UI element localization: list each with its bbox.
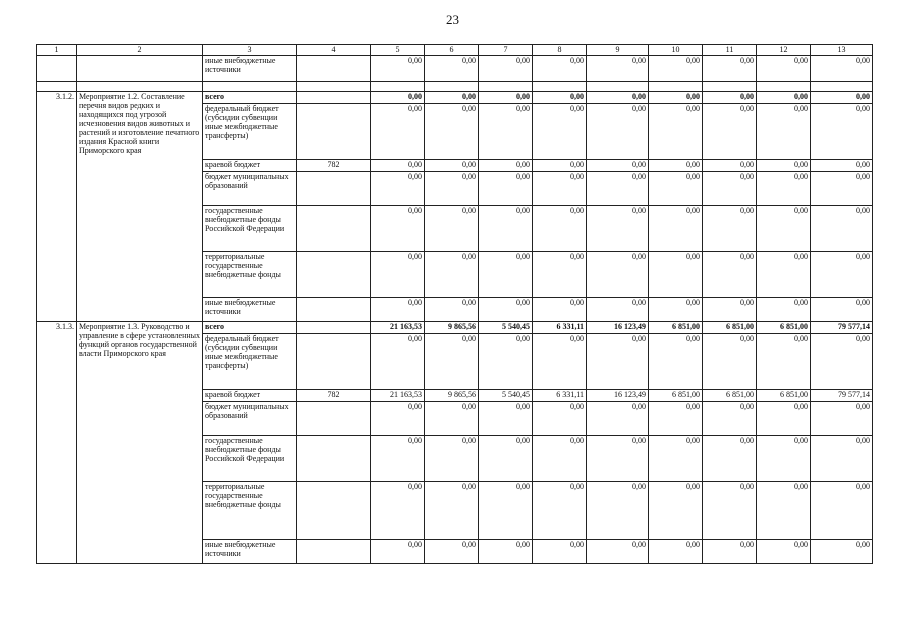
value-cell: 0,00: [703, 402, 757, 436]
table-row: [37, 322, 873, 334]
value-cell: 0,00: [649, 334, 703, 390]
value-cell: 79 577,14: [811, 322, 873, 334]
value-cell: 0,00: [811, 334, 873, 390]
budget-code: [297, 172, 371, 206]
funding-source: федеральный бюджет (субсидии субвенции иные межбюджетные трансферты): [203, 334, 297, 390]
value-cell: 0,00: [587, 56, 649, 82]
value-cell: 0,00: [533, 56, 587, 82]
funding-source: краевой бюджет: [203, 390, 297, 402]
budget-code: [297, 402, 371, 436]
value-cell: 6 851,00: [703, 390, 757, 402]
value-cell: 0,00: [479, 482, 533, 540]
value-cell: 0,00: [703, 436, 757, 482]
funding-source: бюджет муниципальных образований: [203, 402, 297, 436]
value-cell: 0,00: [649, 402, 703, 436]
budget-code: [297, 298, 371, 322]
funding-source: территориальные государственные внебюджетные фонды: [203, 482, 297, 540]
funding-source: всего: [203, 92, 297, 104]
column-header: 1: [37, 45, 77, 56]
value-cell: 0,00: [703, 104, 757, 160]
value-cell: 5 540,45: [479, 322, 533, 334]
value-cell: 0,00: [533, 160, 587, 172]
value-cell: 0,00: [425, 160, 479, 172]
value-cell: 0,00: [479, 172, 533, 206]
budget-code: 782: [297, 160, 371, 172]
spacer-row: [37, 82, 873, 92]
item-number: 3.1.2.: [37, 92, 77, 322]
value-cell: 0,00: [371, 252, 425, 298]
value-cell: 0,00: [533, 92, 587, 104]
value-cell: 5 540,45: [479, 390, 533, 402]
item-description: Мероприятие 1.3. Руководство и управление в сфере установленных функций органов государственной власти Приморского края: [77, 322, 203, 564]
value-cell: 0,00: [703, 334, 757, 390]
budget-code: [297, 92, 371, 104]
table-row: [37, 92, 873, 104]
value-cell: 0,00: [479, 56, 533, 82]
value-cell: 0,00: [425, 104, 479, 160]
funding-source: иные внебюджетные источники: [203, 56, 297, 82]
value-cell: 0,00: [371, 92, 425, 104]
value-cell: 0,00: [587, 482, 649, 540]
value-cell: 0,00: [649, 160, 703, 172]
value-cell: 0,00: [811, 482, 873, 540]
column-header: 13: [811, 45, 873, 56]
value-cell: 0,00: [371, 206, 425, 252]
value-cell: 0,00: [533, 298, 587, 322]
column-header: 4: [297, 45, 371, 56]
value-cell: 0,00: [533, 482, 587, 540]
value-cell: 0,00: [425, 482, 479, 540]
value-cell: 0,00: [479, 160, 533, 172]
value-cell: 0,00: [533, 436, 587, 482]
value-cell: 0,00: [811, 160, 873, 172]
value-cell: 0,00: [703, 92, 757, 104]
value-cell: 0,00: [371, 298, 425, 322]
budget-code: [297, 56, 371, 82]
value-cell: 0,00: [425, 436, 479, 482]
value-cell: 6 851,00: [757, 390, 811, 402]
value-cell: 0,00: [757, 172, 811, 206]
value-cell: 0,00: [703, 252, 757, 298]
funding-source: государственные внебюджетные фонды Российской Федерации: [203, 206, 297, 252]
value-cell: 6 851,00: [649, 390, 703, 402]
value-cell: 0,00: [649, 172, 703, 206]
value-cell: 0,00: [479, 206, 533, 252]
value-cell: 6 851,00: [757, 322, 811, 334]
column-header: 8: [533, 45, 587, 56]
value-cell: 0,00: [811, 436, 873, 482]
value-cell: 0,00: [425, 252, 479, 298]
value-cell: 0,00: [811, 252, 873, 298]
value-cell: 0,00: [649, 206, 703, 252]
budget-code: [297, 104, 371, 160]
column-header: 10: [649, 45, 703, 56]
value-cell: 0,00: [479, 92, 533, 104]
value-cell: 0,00: [479, 402, 533, 436]
value-cell: 0,00: [371, 436, 425, 482]
value-cell: 0,00: [371, 334, 425, 390]
value-cell: 0,00: [587, 92, 649, 104]
value-cell: 0,00: [533, 402, 587, 436]
value-cell: 0,00: [757, 334, 811, 390]
value-cell: 0,00: [649, 482, 703, 540]
item-block: [37, 92, 873, 322]
value-cell: 0,00: [649, 436, 703, 482]
column-header: 9: [587, 45, 649, 56]
header-row: [37, 45, 873, 56]
value-cell: 6 851,00: [649, 322, 703, 334]
value-cell: 9 865,56: [425, 390, 479, 402]
value-cell: 0,00: [649, 252, 703, 298]
column-header: 5: [371, 45, 425, 56]
value-cell: 0,00: [757, 482, 811, 540]
value-cell: 0,00: [703, 56, 757, 82]
value-cell: 0,00: [811, 56, 873, 82]
value-cell: 0,00: [587, 104, 649, 160]
value-cell: 0,00: [587, 298, 649, 322]
value-cell: 0,00: [587, 172, 649, 206]
value-cell: 0,00: [587, 540, 649, 564]
value-cell: 0,00: [703, 540, 757, 564]
value-cell: 0,00: [533, 206, 587, 252]
value-cell: 0,00: [479, 334, 533, 390]
value-cell: 0,00: [479, 436, 533, 482]
budget-code: [297, 482, 371, 540]
value-cell: 0,00: [703, 172, 757, 206]
value-cell: 0,00: [757, 92, 811, 104]
value-cell: 0,00: [649, 92, 703, 104]
value-cell: 0,00: [703, 298, 757, 322]
funding-source: федеральный бюджет (субсидии субвенции иные межбюджетные трансферты): [203, 104, 297, 160]
value-cell: 0,00: [757, 104, 811, 160]
value-cell: 0,00: [757, 298, 811, 322]
value-cell: 0,00: [757, 252, 811, 298]
budget-code: [297, 540, 371, 564]
value-cell: 0,00: [587, 334, 649, 390]
value-cell: 0,00: [371, 56, 425, 82]
value-cell: 0,00: [587, 402, 649, 436]
value-cell: 21 163,53: [371, 322, 425, 334]
value-cell: 16 123,49: [587, 322, 649, 334]
value-cell: 0,00: [425, 92, 479, 104]
item-description-cell: [77, 56, 203, 82]
budget-code: [297, 334, 371, 390]
value-cell: 0,00: [811, 402, 873, 436]
value-cell: 0,00: [587, 436, 649, 482]
value-cell: 0,00: [425, 540, 479, 564]
value-cell: 0,00: [425, 206, 479, 252]
value-cell: 0,00: [757, 402, 811, 436]
funding-source: краевой бюджет: [203, 160, 297, 172]
value-cell: 0,00: [533, 252, 587, 298]
value-cell: 0,00: [587, 160, 649, 172]
funding-source: иные внебюджетные источники: [203, 540, 297, 564]
value-cell: 6 851,00: [703, 322, 757, 334]
page-number: 23: [446, 12, 459, 27]
item-number: 3.1.3.: [37, 322, 77, 564]
value-cell: 0,00: [425, 56, 479, 82]
value-cell: 0,00: [757, 56, 811, 82]
item-description: Мероприятие 1.2. Составление перечня видов редких и находящихся под угрозой исчезновения видов животных и растений и изготовление печатного издания Красной книги Приморского края: [77, 92, 203, 322]
value-cell: 0,00: [811, 298, 873, 322]
value-cell: 0,00: [479, 104, 533, 160]
budget-code: [297, 206, 371, 252]
value-cell: 0,00: [425, 334, 479, 390]
value-cell: 0,00: [811, 92, 873, 104]
column-header: 7: [479, 45, 533, 56]
value-cell: 0,00: [587, 206, 649, 252]
budget-code: [297, 322, 371, 334]
value-cell: 0,00: [703, 482, 757, 540]
value-cell: 0,00: [371, 540, 425, 564]
budget-code: 782: [297, 390, 371, 402]
value-cell: 0,00: [649, 56, 703, 82]
value-cell: 0,00: [811, 172, 873, 206]
column-header: 11: [703, 45, 757, 56]
value-cell: 0,00: [649, 104, 703, 160]
value-cell: 79 577,14: [811, 390, 873, 402]
value-cell: 6 331,11: [533, 390, 587, 402]
value-cell: 0,00: [371, 172, 425, 206]
funding-source: территориальные государственные внебюджетные фонды: [203, 252, 297, 298]
value-cell: 0,00: [371, 482, 425, 540]
value-cell: 0,00: [479, 298, 533, 322]
value-cell: 0,00: [703, 160, 757, 172]
value-cell: 0,00: [425, 172, 479, 206]
value-cell: 0,00: [371, 160, 425, 172]
value-cell: 0,00: [533, 104, 587, 160]
value-cell: 0,00: [757, 436, 811, 482]
value-cell: 0,00: [533, 172, 587, 206]
column-header: 6: [425, 45, 479, 56]
column-header: 2: [77, 45, 203, 56]
value-cell: 0,00: [811, 540, 873, 564]
value-cell: 0,00: [533, 540, 587, 564]
value-cell: 0,00: [703, 206, 757, 252]
value-cell: 0,00: [425, 298, 479, 322]
funding-source: государственные внебюджетные фонды Российской Федерации: [203, 436, 297, 482]
table-row: [37, 56, 873, 82]
column-header: 12: [757, 45, 811, 56]
value-cell: 0,00: [587, 252, 649, 298]
value-cell: 0,00: [811, 206, 873, 252]
value-cell: 0,00: [757, 160, 811, 172]
item-block: [37, 322, 873, 564]
value-cell: 6 331,11: [533, 322, 587, 334]
budget-code: [297, 252, 371, 298]
value-cell: 0,00: [533, 334, 587, 390]
value-cell: 16 123,49: [587, 390, 649, 402]
value-cell: 0,00: [425, 402, 479, 436]
funding-source: иные внебюджетные источники: [203, 298, 297, 322]
value-cell: 0,00: [479, 252, 533, 298]
value-cell: 0,00: [649, 540, 703, 564]
budget-code: [297, 436, 371, 482]
value-cell: 0,00: [757, 206, 811, 252]
column-header: 3: [203, 45, 297, 56]
value-cell: 0,00: [371, 402, 425, 436]
funding-source: всего: [203, 322, 297, 334]
value-cell: 21 163,53: [371, 390, 425, 402]
value-cell: 9 865,56: [425, 322, 479, 334]
value-cell: 0,00: [371, 104, 425, 160]
budget-table: [36, 44, 873, 564]
item-number-cell: [37, 56, 77, 82]
value-cell: 0,00: [811, 104, 873, 160]
value-cell: 0,00: [649, 298, 703, 322]
value-cell: 0,00: [757, 540, 811, 564]
value-cell: 0,00: [479, 540, 533, 564]
funding-source: бюджет муниципальных образований: [203, 172, 297, 206]
